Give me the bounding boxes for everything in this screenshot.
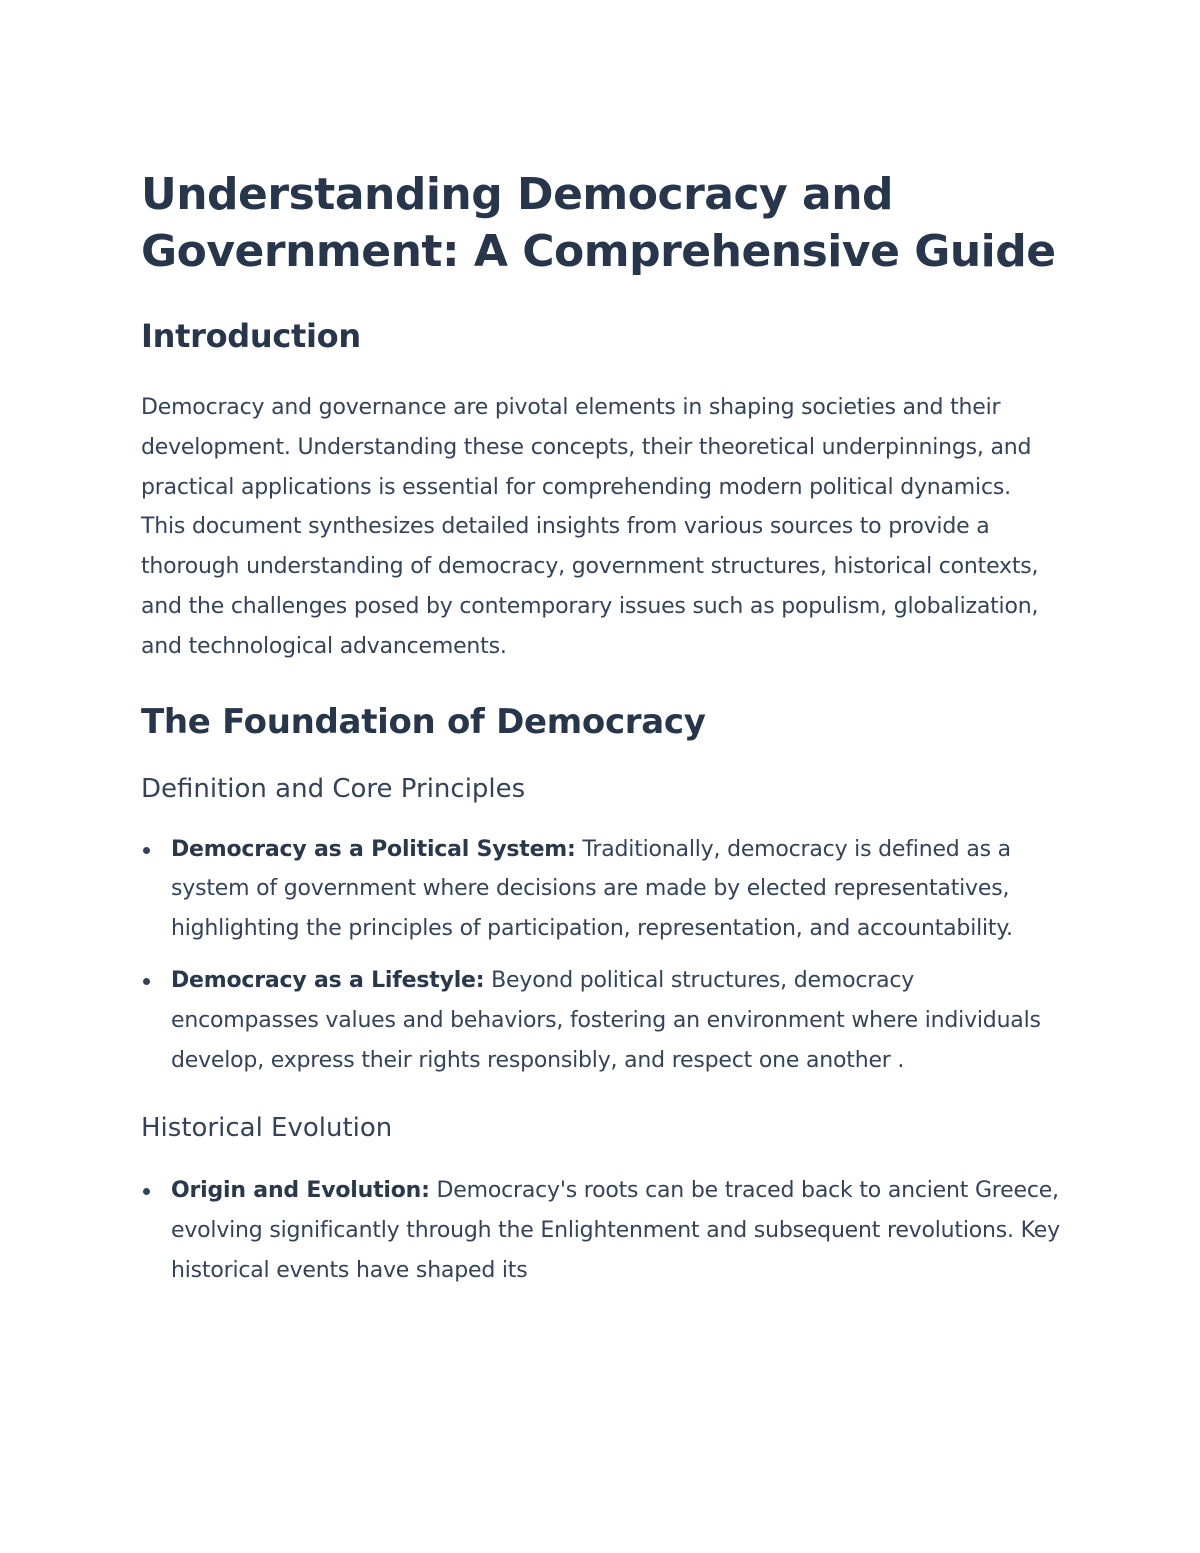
introduction-paragraph: Democracy and governance are pivotal elements in shaping societies and their development. Understanding these concepts, their theoretical underpinnings, and practical applications is essential for comprehending modern political dynamics. This document synthesizes detailed insights from various sources to provide a thorough understanding of democracy, government structures, historical contexts, and the challenges posed by contemporary issues such as populism, globalization, and technological advancements. [141,395,1039,659]
bullet-icon [143,1188,150,1195]
definition-list [141,830,1061,1081]
document-title: Understanding Democracy and Government: A Comprehensive Guide [141,169,1056,277]
introduction-heading: Introduction [141,317,361,355]
foundation-heading: The Foundation of Democracy [141,701,706,742]
list-item [141,830,1061,949]
bullet-icon [143,847,150,854]
document-page [141,166,1061,1291]
history-list [141,1171,1061,1290]
list-item-text: Beyond political structures, democracy encompasses values and behaviors, fostering an environment where individuals develop, express their rights responsibly, and respect one another . [171,967,1041,1073]
definition-subheading: Definition and Core Principles [141,773,526,804]
list-item [141,1171,1061,1290]
list-item-term: Democracy as a Political System: [171,836,576,862]
list-item [141,961,1061,1080]
bullet-icon [143,978,150,985]
history-subheading: Historical Evolution [141,1113,393,1144]
list-item-text: Traditionally, democracy is defined as a system of government where decisions are made by elected representatives, highlighting the principles of participation, representation, and accountability. [171,836,1013,942]
list-item-term: Democracy as a Lifestyle: [171,967,485,993]
list-item-text: Democracy's roots can be traced back to ancient Greece, evolving significantly through the Enlightenment and subsequent revolutions. Key historical events have shaped its [171,1178,1060,1283]
list-item-term: Origin and Evolution: [171,1178,430,1204]
